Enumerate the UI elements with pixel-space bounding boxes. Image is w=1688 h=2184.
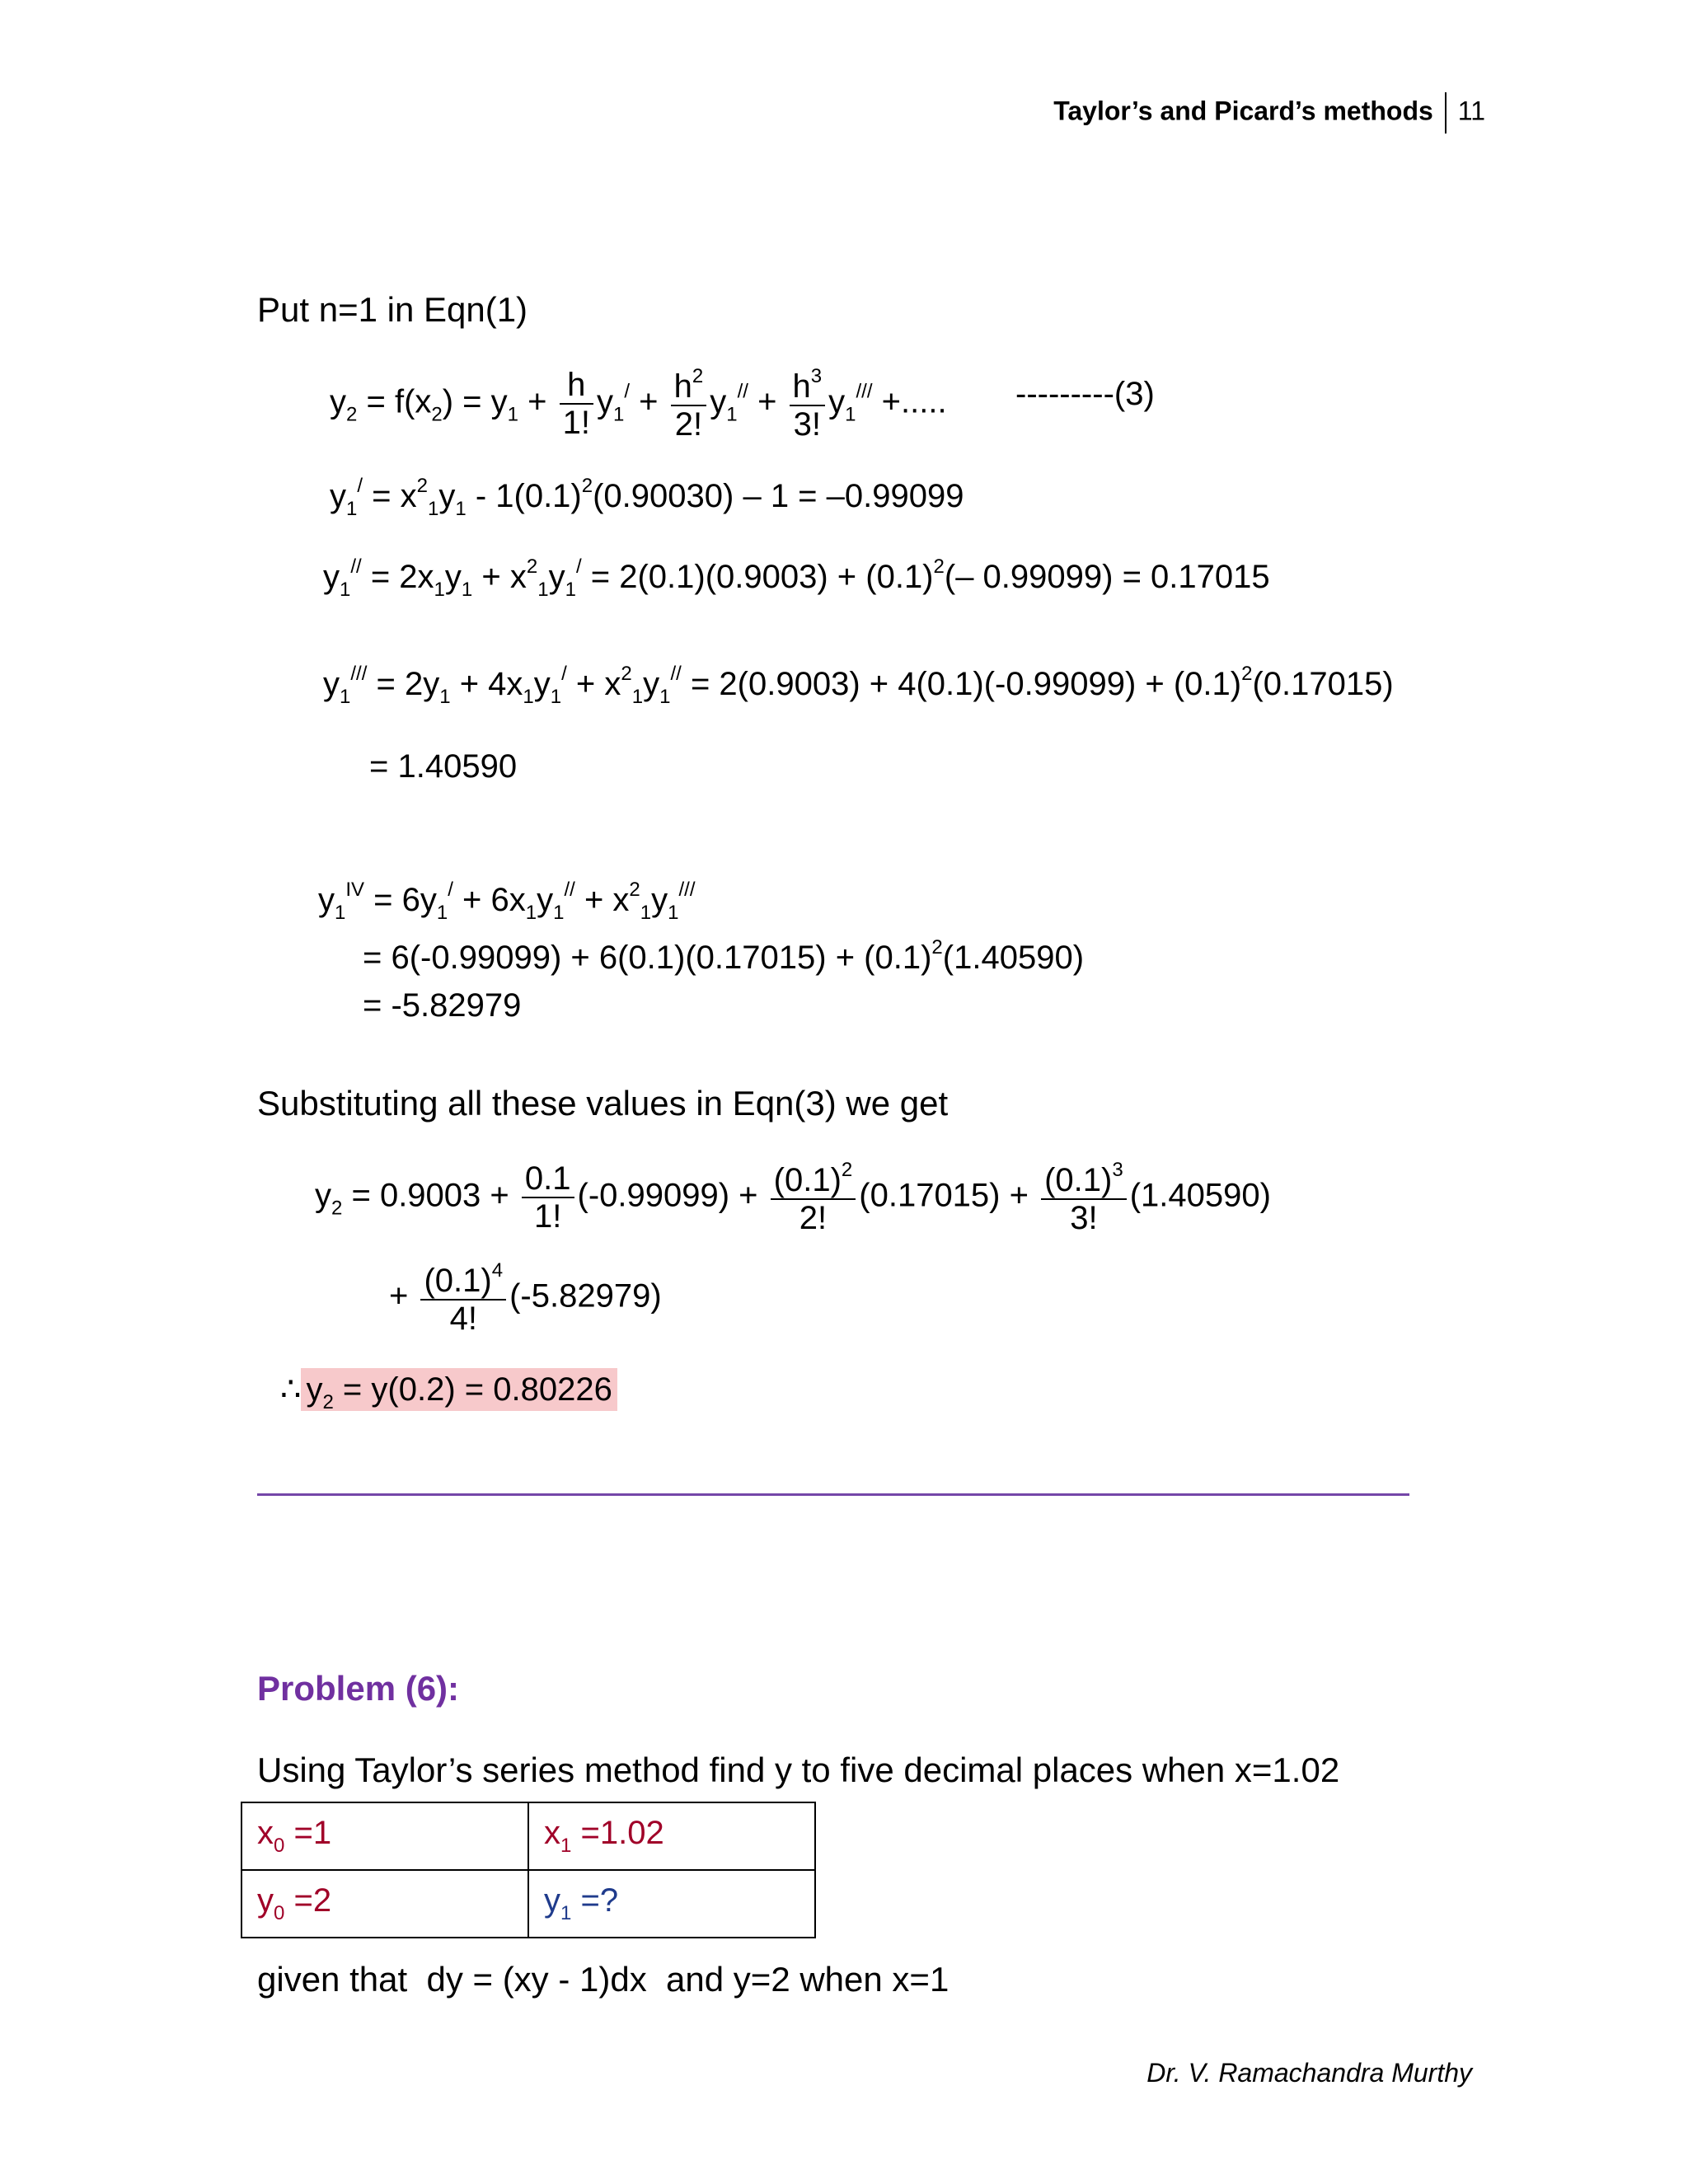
l4-a: y	[318, 882, 335, 918]
y1-third-line	[323, 664, 1394, 707]
eq3-frac-3-den: 3!	[793, 406, 822, 443]
l4-l: + x	[574, 882, 630, 918]
given-condition: given that dy = (xy - 1)dx and y=2 when x=1	[257, 1960, 950, 1999]
l3-h: y	[533, 666, 551, 702]
l3-s: (0.17015)	[1252, 666, 1394, 702]
s2-v: (-5.82979)	[509, 1277, 662, 1315]
x0-value: =1	[284, 1815, 332, 1851]
y1-value: =?	[571, 1882, 619, 1919]
x1-value: =1.02	[571, 1815, 664, 1851]
l2-c: //	[350, 555, 362, 578]
header-divider	[1445, 92, 1447, 134]
author-footer: Dr. V. Ramachandra Murthy	[1146, 2058, 1472, 2088]
l1-e: 2	[416, 475, 428, 497]
l3-g: 1	[523, 686, 534, 708]
running-header	[1053, 92, 1485, 134]
x1-var: x	[544, 1815, 560, 1851]
s1-frac-2-den: 2!	[799, 1200, 828, 1236]
y1-fourth-result: = -5.82979	[363, 987, 522, 1024]
l3-l: 2	[621, 663, 632, 685]
initial-values-table	[241, 1802, 816, 1938]
y1-fourth-line	[318, 880, 696, 923]
eq3-plus-3: +	[757, 383, 777, 420]
l3-n: y	[643, 666, 660, 702]
s1-v2: (0.17015) +	[859, 1177, 1029, 1214]
l2-d: = 2x	[361, 559, 434, 595]
s1-frac-3-base: (0.1)	[1044, 1162, 1113, 1198]
eq3-frac-3-exp: 3	[810, 365, 823, 387]
s1-v3: (1.40590)	[1129, 1177, 1271, 1214]
eq3-y-1-sub: 1	[612, 403, 625, 426]
eq3-frac-1-num: h	[560, 368, 593, 405]
l2-i: 2	[526, 555, 538, 578]
l2-o: 2	[933, 555, 945, 578]
eq3-mid-end: ) = y	[442, 383, 508, 420]
l2-h: + x	[472, 559, 527, 595]
l4-i: y	[537, 882, 554, 918]
l4-q: ///	[678, 879, 696, 901]
s2-frac-den: 4!	[449, 1301, 477, 1337]
eq3-frac-2-base: h	[673, 368, 692, 405]
l4b-c: (1.40590)	[942, 940, 1085, 976]
y0-value: =2	[284, 1882, 332, 1919]
s1-frac-1-num: 0.1	[522, 1162, 574, 1198]
eq3-lhs: y	[330, 383, 346, 420]
s1-frac-3-den: 3!	[1070, 1200, 1098, 1236]
s2-frac-base: (0.1)	[424, 1263, 492, 1299]
y1-prime-line	[330, 476, 964, 519]
s1-lhs: y	[315, 1177, 331, 1214]
l4-m: 2	[629, 879, 640, 901]
l3-o: 1	[659, 686, 671, 708]
l4-h: 1	[525, 902, 537, 924]
y1-var: y	[544, 1882, 560, 1919]
highlighted-result	[301, 1368, 617, 1411]
y1-third-result: = 1.40590	[369, 748, 518, 785]
l1-f: 1	[427, 498, 439, 520]
l3-f: + 4x	[450, 666, 523, 702]
l4-f: /	[448, 879, 453, 901]
eq3-mid: = f(x	[366, 383, 432, 420]
l3-q: = 2(0.9003) + 4(0.1)(-0.99099) + (0.1)	[681, 666, 1242, 702]
eq3-frac-1	[560, 368, 593, 439]
section-divider	[257, 1493, 1409, 1496]
eq3-y-1: y	[596, 383, 613, 420]
table-cell-y1	[528, 1870, 815, 1938]
table-cell-y0	[241, 1870, 528, 1938]
s1-v1: (-0.99099) +	[577, 1177, 758, 1214]
l2-k: y	[548, 559, 565, 595]
eq3-plus-2: +	[639, 383, 659, 420]
s1-lhs-sub: 2	[331, 1197, 343, 1220]
l1-h: 1	[455, 498, 467, 520]
eq3-frac-2-num	[671, 367, 707, 406]
l4-g: + 6x	[452, 882, 526, 918]
s1-frac-2-num	[771, 1160, 856, 1200]
substitution-line-2	[389, 1261, 662, 1335]
problem-title: Problem (6):	[257, 1669, 460, 1708]
l2-g: 1	[461, 579, 473, 601]
eq3-frac-2-exp: 2	[692, 365, 704, 387]
eq3-y-2: y	[710, 383, 727, 420]
s2-frac	[420, 1261, 506, 1335]
intro-text: Put n=1 in Eqn(1)	[257, 290, 528, 329]
s1-frac-3-exp: 3	[1112, 1159, 1123, 1181]
eq3-label: ---------(3)	[1015, 376, 1155, 412]
result-value: = y(0.2) = 0.80226	[333, 1371, 612, 1408]
l4-o: y	[651, 882, 668, 918]
l2-p: (– 0.99099) = 0.17015	[944, 559, 1270, 595]
l2-f: y	[444, 559, 462, 595]
l2-l: 1	[565, 579, 576, 601]
eq3-prime-2: //	[737, 380, 748, 403]
y0-var: y	[257, 1882, 274, 1919]
l4-j: 1	[553, 902, 565, 924]
l1-i: - 1(0.1)	[466, 478, 582, 514]
l3-i: 1	[550, 686, 562, 708]
equation-3	[330, 367, 947, 441]
y0-sub: 0	[274, 1902, 285, 1924]
l4b-a: = 6(-0.99099) + 6(0.1)(0.17015) + (0.1)	[363, 940, 932, 976]
l2-m: /	[575, 555, 582, 578]
l4-p: 1	[668, 902, 679, 924]
s2-frac-num	[420, 1261, 506, 1301]
l1-j: 2	[581, 475, 593, 497]
l1-k: (0.90030) – 1 = –0.99099	[593, 478, 964, 514]
l2-a: y	[323, 559, 340, 595]
problem-statement: Using Taylor’s series method find y to five decimal places when x=1.02	[257, 1750, 1340, 1789]
l4-n: 1	[640, 902, 652, 924]
l3-e: 1	[439, 686, 451, 708]
substitution-text: Substituting all these values in Eqn(3) we get	[257, 1084, 949, 1122]
l3-c: ///	[350, 663, 368, 685]
l3-p: //	[670, 663, 682, 685]
table-row	[241, 1870, 815, 1938]
eq3-frac-3	[790, 367, 826, 441]
s1-frac-2-base: (0.1)	[773, 1162, 842, 1198]
substitution-line-1	[315, 1160, 1271, 1235]
l3-r: 2	[1241, 663, 1253, 685]
eq3-lhs-sub: 2	[346, 403, 358, 426]
s1-frac-1-den: 1!	[534, 1198, 562, 1235]
result-sub: 2	[322, 1391, 334, 1413]
s1-frac-2	[771, 1160, 856, 1235]
l4b-b: 2	[931, 936, 943, 958]
eq3-y-3: y	[828, 383, 846, 420]
l1-c: /	[357, 475, 363, 497]
eq3-y1-sub: 1	[507, 403, 519, 426]
eq3-frac-2-den: 2!	[674, 406, 703, 443]
page-number: 11	[1457, 96, 1485, 126]
y1-sub: 1	[560, 1902, 572, 1924]
s1-eq: = 0.9003 +	[342, 1177, 509, 1214]
l2-n: = 2(0.1)(0.9003) + (0.1)	[581, 559, 934, 595]
s1-frac-3-num	[1041, 1160, 1127, 1200]
l4-d: = 6y	[364, 882, 437, 918]
l3-a: y	[323, 666, 340, 702]
eq3-prime-3: ///	[856, 380, 873, 403]
x0-var: x	[257, 1815, 274, 1851]
l1-d: = x	[363, 478, 417, 514]
y1-fourth-expansion	[363, 938, 1084, 974]
l4-e: 1	[436, 902, 448, 924]
header-title: Taylor’s and Picard’s methods	[1053, 96, 1433, 126]
s1-frac-1	[522, 1162, 574, 1233]
eq3-frac-3-base: h	[792, 368, 811, 405]
eq3-prime-1: /	[624, 380, 631, 403]
eq3-plus-1: +	[528, 383, 547, 420]
therefore-symbol: ∴	[280, 1371, 302, 1408]
l3-k: + x	[566, 666, 621, 702]
x1-sub: 1	[560, 1835, 572, 1857]
l4-b: 1	[335, 902, 346, 924]
l3-j: /	[561, 663, 567, 685]
eq3-frac-2	[671, 367, 707, 441]
result-y: y	[306, 1371, 323, 1408]
l2-b: 1	[340, 579, 351, 601]
eq3-mid-sub: 2	[431, 403, 443, 426]
eq3-frac-1-den: 1!	[562, 405, 590, 441]
table-cell-x0	[241, 1802, 528, 1870]
s2-plus: +	[389, 1277, 409, 1315]
l2-j: 1	[537, 579, 549, 601]
eq3-y-2-sub: 1	[726, 403, 738, 426]
l1-b: 1	[346, 498, 358, 520]
l3-b: 1	[340, 686, 351, 708]
s1-frac-3	[1041, 1160, 1127, 1235]
l3-m: 1	[631, 686, 644, 708]
l4-k: //	[564, 879, 575, 901]
l1-a: y	[330, 478, 346, 514]
s1-frac-2-exp: 2	[841, 1159, 853, 1181]
eq3-y-3-sub: 1	[845, 403, 856, 426]
table-row	[241, 1802, 815, 1870]
y1-second-line	[323, 557, 1270, 600]
eq3-tail: +.....	[881, 383, 947, 420]
eq3-frac-3-num	[790, 367, 826, 406]
s2-frac-exp: 4	[491, 1259, 504, 1282]
l3-d: = 2y	[367, 666, 440, 702]
result-line	[280, 1373, 617, 1413]
l1-g: y	[438, 478, 456, 514]
table-cell-x1	[528, 1802, 815, 1870]
x0-sub: 0	[274, 1835, 285, 1857]
l4-c: IV	[345, 879, 365, 901]
l2-e: 1	[434, 579, 445, 601]
